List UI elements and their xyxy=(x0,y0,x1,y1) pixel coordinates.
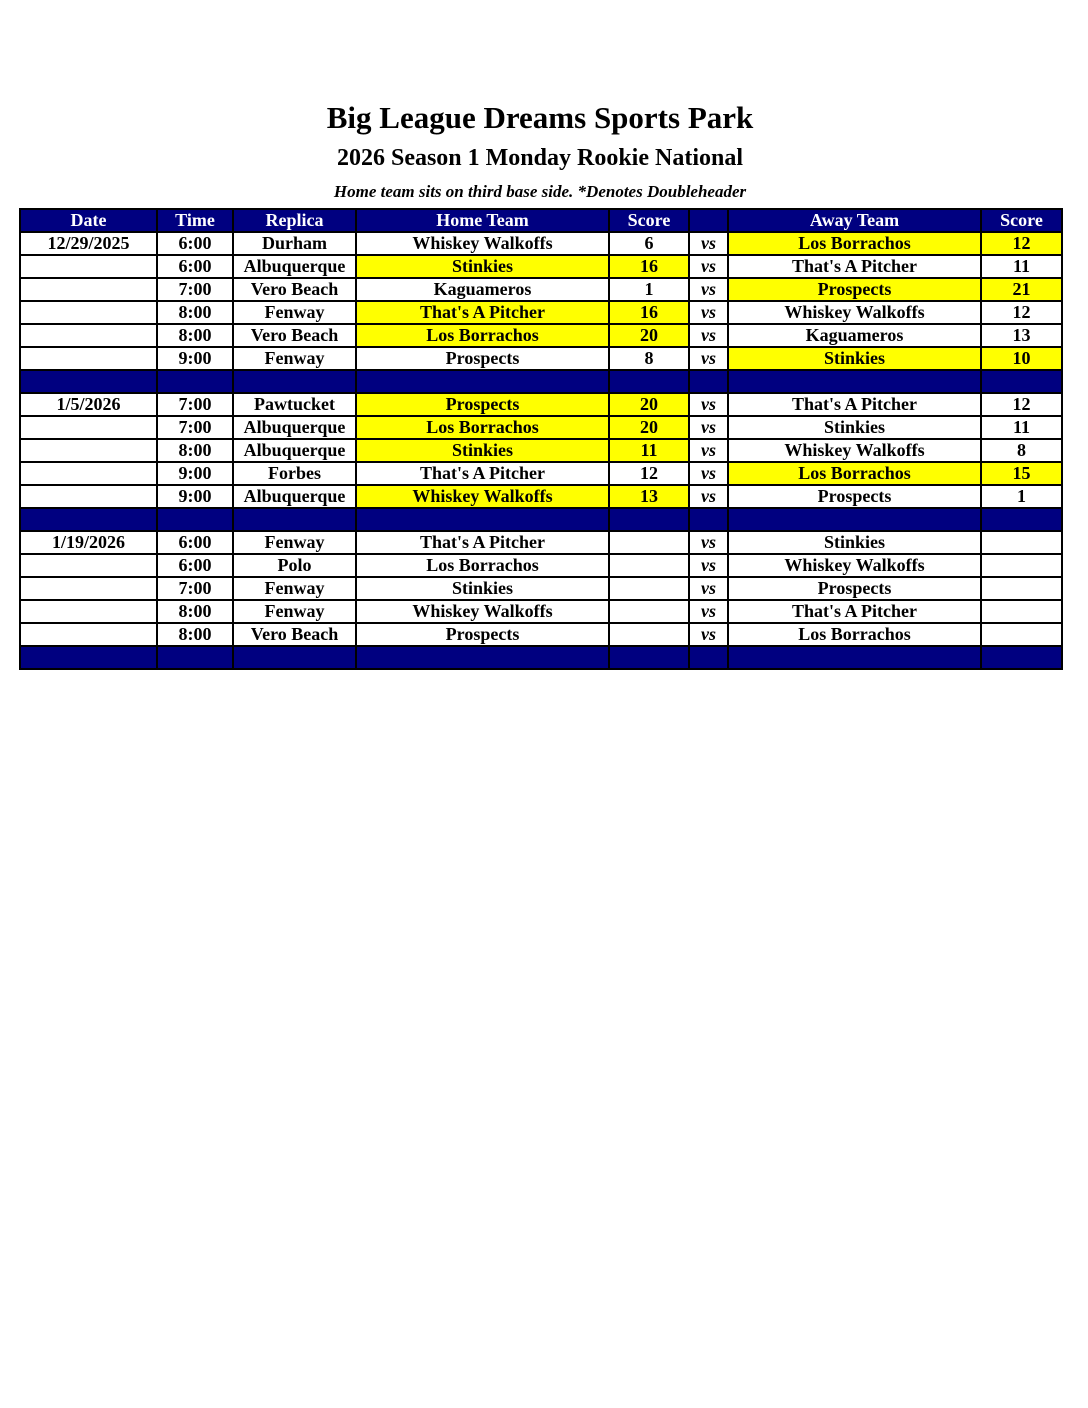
time-cell: 6:00 xyxy=(157,554,233,577)
time-cell: 6:00 xyxy=(157,531,233,554)
week-separator-row xyxy=(20,370,1062,393)
col-header-home-team: Home Team xyxy=(356,209,609,232)
home-score-cell: 16 xyxy=(609,255,689,278)
page-title: Big League Dreams Sports Park xyxy=(326,100,754,135)
date-cell xyxy=(20,324,157,347)
game-row xyxy=(20,278,1062,301)
home-score-cell: 6 xyxy=(609,232,689,255)
time-cell: 7:00 xyxy=(157,577,233,600)
away-score-cell: 15 xyxy=(981,462,1062,485)
date-cell xyxy=(20,278,157,301)
date-cell xyxy=(20,623,157,646)
away-team-cell: Prospects xyxy=(728,577,981,600)
home-score-cell xyxy=(609,531,689,554)
away-score-cell: 11 xyxy=(981,416,1062,439)
col-header-away-score: Score xyxy=(981,209,1062,232)
vs-cell: vs xyxy=(689,324,728,347)
home-team-cell: Los Borrachos xyxy=(356,324,609,347)
col-header-date: Date xyxy=(20,209,157,232)
home-team-cell: Kaguameros xyxy=(356,278,609,301)
replica-cell: Forbes xyxy=(233,462,356,485)
home-team-cell: Prospects xyxy=(356,347,609,370)
date-cell xyxy=(20,600,157,623)
away-team-cell: Prospects xyxy=(728,485,981,508)
separator-cell xyxy=(689,508,728,531)
vs-cell: vs xyxy=(689,554,728,577)
time-cell: 7:00 xyxy=(157,416,233,439)
away-score-cell xyxy=(981,623,1062,646)
time-cell: 9:00 xyxy=(157,485,233,508)
vs-cell: vs xyxy=(689,462,728,485)
home-team-cell: Whiskey Walkoffs xyxy=(356,232,609,255)
col-header-time: Time xyxy=(157,209,233,232)
separator-cell xyxy=(689,646,728,669)
away-score-cell xyxy=(981,554,1062,577)
home-team-note: Home team sits on third base side. *Denotes Doubleheader xyxy=(333,182,747,201)
separator-cell xyxy=(609,646,689,669)
replica-cell: Fenway xyxy=(233,577,356,600)
separator-cell xyxy=(609,370,689,393)
replica-cell: Pawtucket xyxy=(233,393,356,416)
vs-cell: vs xyxy=(689,531,728,554)
game-row xyxy=(20,324,1062,347)
replica-cell: Albuquerque xyxy=(233,485,356,508)
game-row xyxy=(20,232,1062,255)
away-score-cell: 10 xyxy=(981,347,1062,370)
vs-cell: vs xyxy=(689,347,728,370)
away-score-cell xyxy=(981,531,1062,554)
time-cell: 9:00 xyxy=(157,347,233,370)
date-cell xyxy=(20,255,157,278)
separator-cell xyxy=(356,508,609,531)
home-team-cell: Stinkies xyxy=(356,439,609,462)
home-score-cell: 12 xyxy=(609,462,689,485)
home-team-cell: That's A Pitcher xyxy=(356,301,609,324)
away-team-cell: Prospects xyxy=(728,278,981,301)
away-team-cell: Los Borrachos xyxy=(728,462,981,485)
replica-cell: Fenway xyxy=(233,347,356,370)
date-cell xyxy=(20,439,157,462)
date-cell xyxy=(20,554,157,577)
date-cell xyxy=(20,301,157,324)
vs-cell: vs xyxy=(689,278,728,301)
home-score-cell xyxy=(609,600,689,623)
game-row xyxy=(20,416,1062,439)
game-row xyxy=(20,393,1062,416)
home-team-cell: Whiskey Walkoffs xyxy=(356,485,609,508)
separator-cell xyxy=(728,508,981,531)
replica-cell: Vero Beach xyxy=(233,324,356,347)
away-team-cell: Whiskey Walkoffs xyxy=(728,554,981,577)
home-score-cell xyxy=(609,577,689,600)
vs-cell: vs xyxy=(689,485,728,508)
page-subtitle: 2026 Season 1 Monday Rookie National xyxy=(336,145,744,171)
away-team-cell: Stinkies xyxy=(728,416,981,439)
game-row xyxy=(20,600,1062,623)
time-cell: 7:00 xyxy=(157,278,233,301)
away-team-cell: Whiskey Walkoffs xyxy=(728,439,981,462)
vs-cell: vs xyxy=(689,439,728,462)
date-cell xyxy=(20,347,157,370)
date-cell: 12/29/2025 xyxy=(20,232,157,255)
home-team-cell: Los Borrachos xyxy=(356,554,609,577)
vs-cell: vs xyxy=(689,600,728,623)
away-score-cell: 12 xyxy=(981,232,1062,255)
away-score-cell: 1 xyxy=(981,485,1062,508)
home-team-cell: That's A Pitcher xyxy=(356,462,609,485)
home-score-cell: 1 xyxy=(609,278,689,301)
date-cell: 1/19/2026 xyxy=(20,531,157,554)
away-score-cell: 8 xyxy=(981,439,1062,462)
home-team-cell: Prospects xyxy=(356,623,609,646)
away-team-cell: That's A Pitcher xyxy=(728,600,981,623)
replica-cell: Albuquerque xyxy=(233,439,356,462)
game-row xyxy=(20,577,1062,600)
separator-cell xyxy=(609,508,689,531)
home-score-cell: 16 xyxy=(609,301,689,324)
schedule-table xyxy=(19,208,1063,670)
separator-cell xyxy=(981,370,1062,393)
separator-cell xyxy=(157,508,233,531)
home-score-cell xyxy=(609,623,689,646)
col-header-home-score: Score xyxy=(609,209,689,232)
home-score-cell: 11 xyxy=(609,439,689,462)
replica-cell: Fenway xyxy=(233,301,356,324)
date-cell xyxy=(20,462,157,485)
date-cell xyxy=(20,416,157,439)
header-row xyxy=(20,209,1062,232)
time-cell: 8:00 xyxy=(157,600,233,623)
game-row xyxy=(20,439,1062,462)
separator-cell xyxy=(981,508,1062,531)
separator-cell xyxy=(728,370,981,393)
game-row xyxy=(20,347,1062,370)
date-cell xyxy=(20,485,157,508)
replica-cell: Durham xyxy=(233,232,356,255)
date-cell: 1/5/2026 xyxy=(20,393,157,416)
away-team-cell: That's A Pitcher xyxy=(728,393,981,416)
away-score-cell: 21 xyxy=(981,278,1062,301)
separator-cell xyxy=(20,508,157,531)
home-score-cell: 20 xyxy=(609,324,689,347)
game-row xyxy=(20,531,1062,554)
time-cell: 6:00 xyxy=(157,255,233,278)
away-score-cell xyxy=(981,577,1062,600)
game-row xyxy=(20,623,1062,646)
home-team-cell: That's A Pitcher xyxy=(356,531,609,554)
home-team-cell: Los Borrachos xyxy=(356,416,609,439)
replica-cell: Fenway xyxy=(233,600,356,623)
game-row xyxy=(20,462,1062,485)
home-team-cell: Stinkies xyxy=(356,577,609,600)
game-row xyxy=(20,301,1062,324)
game-row xyxy=(20,554,1062,577)
separator-cell xyxy=(356,646,609,669)
col-header-vs xyxy=(689,209,728,232)
game-row xyxy=(20,255,1062,278)
date-cell xyxy=(20,577,157,600)
separator-cell xyxy=(356,370,609,393)
time-cell: 8:00 xyxy=(157,324,233,347)
away-team-cell: Los Borrachos xyxy=(728,623,981,646)
away-score-cell: 13 xyxy=(981,324,1062,347)
separator-cell xyxy=(233,646,356,669)
home-score-cell: 8 xyxy=(609,347,689,370)
time-cell: 8:00 xyxy=(157,301,233,324)
vs-cell: vs xyxy=(689,232,728,255)
vs-cell: vs xyxy=(689,623,728,646)
vs-cell: vs xyxy=(689,393,728,416)
away-team-cell: Whiskey Walkoffs xyxy=(728,301,981,324)
away-team-cell: Los Borrachos xyxy=(728,232,981,255)
away-score-cell: 12 xyxy=(981,393,1062,416)
game-row xyxy=(20,485,1062,508)
away-score-cell xyxy=(981,600,1062,623)
time-cell: 9:00 xyxy=(157,462,233,485)
separator-cell xyxy=(233,370,356,393)
separator-cell xyxy=(20,370,157,393)
replica-cell: Polo xyxy=(233,554,356,577)
schedule-body xyxy=(20,232,1062,669)
home-score-cell: 20 xyxy=(609,416,689,439)
home-team-cell: Stinkies xyxy=(356,255,609,278)
separator-cell xyxy=(689,370,728,393)
away-team-cell: Kaguameros xyxy=(728,324,981,347)
separator-cell xyxy=(728,646,981,669)
week-separator-row xyxy=(20,508,1062,531)
vs-cell: vs xyxy=(689,416,728,439)
replica-cell: Albuquerque xyxy=(233,416,356,439)
home-team-cell: Whiskey Walkoffs xyxy=(356,600,609,623)
replica-cell: Vero Beach xyxy=(233,278,356,301)
time-cell: 6:00 xyxy=(157,232,233,255)
away-score-cell: 11 xyxy=(981,255,1062,278)
away-team-cell: Stinkies xyxy=(728,531,981,554)
away-score-cell: 12 xyxy=(981,301,1062,324)
separator-cell xyxy=(981,646,1062,669)
vs-cell: vs xyxy=(689,255,728,278)
vs-cell: vs xyxy=(689,577,728,600)
away-team-cell: Stinkies xyxy=(728,347,981,370)
home-score-cell xyxy=(609,554,689,577)
replica-cell: Fenway xyxy=(233,531,356,554)
away-team-cell: That's A Pitcher xyxy=(728,255,981,278)
week-separator-row xyxy=(20,646,1062,669)
separator-cell xyxy=(157,370,233,393)
col-header-away-team: Away Team xyxy=(728,209,981,232)
home-team-cell: Prospects xyxy=(356,393,609,416)
col-header-replica: Replica xyxy=(233,209,356,232)
time-cell: 8:00 xyxy=(157,439,233,462)
time-cell: 8:00 xyxy=(157,623,233,646)
vs-cell: vs xyxy=(689,301,728,324)
replica-cell: Albuquerque xyxy=(233,255,356,278)
separator-cell xyxy=(233,508,356,531)
separator-cell xyxy=(157,646,233,669)
replica-cell: Vero Beach xyxy=(233,623,356,646)
home-score-cell: 13 xyxy=(609,485,689,508)
home-score-cell: 20 xyxy=(609,393,689,416)
time-cell: 7:00 xyxy=(157,393,233,416)
separator-cell xyxy=(20,646,157,669)
